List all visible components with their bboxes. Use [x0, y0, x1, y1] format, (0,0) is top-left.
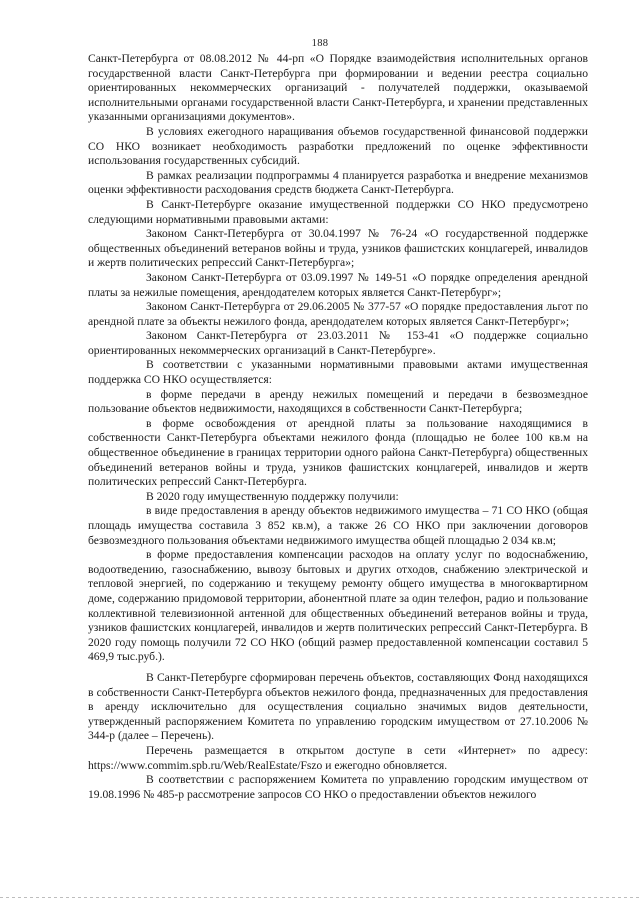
paragraph-11: в форме освобождения от арендной платы за пользование находящимися в собственности Санкт-Петербурга объектами нежилого фонда (площадью не более 100 кв.м на общественное объединение в границах территории одного района Санкт-Петербурга) общественных объединений ветеранов войны и труда, узников фашистских концлагерей, инвалидов и жертв политических репрессий Санкт-Петербурга.	[88, 416, 588, 489]
paragraph-8: Законом Санкт-Петербурга от 23.03.2011 № 153-41 «О поддержке социально ориентированных некоммерческих организаций в Санкт-Петербурге».	[88, 329, 588, 357]
paragraph-12: В 2020 году имущественную поддержку получили:	[146, 489, 399, 503]
paragraph-4: В Санкт-Петербурге оказание имущественной поддержки СО НКО предусмотрено следующими нормативными правовыми актами:	[88, 197, 588, 226]
paragraph-2: В условиях ежегодного наращивания объемов государственной финансовой поддержки СО НКО возникает необходимость разработки предложений по оценке эффективности использования государственных субсидий.	[88, 124, 588, 168]
paragraph-5: Законом Санкт-Петербурга от 30.04.1997 № 76-24 «О государственной поддержке общественных объединений ветеранов войны и труда, узников фашистских концлагерей, инвалидов и жертв политических репрессий Санкт-Петербурга»;	[88, 227, 588, 270]
paragraph-10: в форме передачи в аренду нежилых помещений и передачи в безвозмездное пользование объектов недвижимости, находящихся в собственности Санкт-Петербурга;	[88, 387, 588, 416]
paragraph-6: Законом Санкт-Петербурга от 03.09.1997 № 149-51 «О порядке определения арендной платы за нежилые помещения, арендодателем которых является Санкт-Петербург»;	[88, 270, 588, 299]
paragraph-13: в виде предоставления в аренду объектов недвижимого имущества – 71 СО НКО (общая площадь имущества составила 3 852 кв.м), а также 26 СО НКО при заключении договоров безвозмездного пользования объектами недвижимого имущества общей площадью 2 034 кв.м;	[88, 504, 588, 547]
document-body	[88, 52, 588, 802]
paragraph-7: Законом Санкт-Петербурга от 29.06.2005 № 377-57 «О порядке предоставления льгот по арендной плате за объекты нежилого фонда, арендодателем которых является Санкт-Петербург»;	[88, 300, 588, 328]
paragraph-15: В Санкт-Петербурге сформирован перечень объектов, составляющих Фонд находящихся в собственности Санкт-Петербурга объектов нежилого фонда, предназначенных для предоставления в аренду исключительно для осуществления социально значимых видов деятельности, утвержденный распоряжением Комитета по управлению городским имуществом от 27.10.2006 № 344-р (далее – Перечень).	[88, 670, 588, 743]
paragraph-3: В рамках реализации подпрограммы 4 планируется разработка и внедрение механизмов оценки эффективности расходования средств бюджета Санкт-Петербурга.	[88, 168, 588, 197]
paragraph-1: Санкт-Петербурга от 08.08.2012 № 44-рп «О Порядке взаимодействия исполнительных органов государственной власти Санкт-Петербурга при формировании и ведении реестра социально ориентированных некоммерческих организаций - получателей поддержки, оказываемой исполнительными органами государственной власти Санкт-Петербурга, и хранении представленных указанными организациями документов».	[88, 52, 588, 124]
paragraph-9: В соответствии с указанными нормативными правовыми актами имущественная поддержка СО НКО осуществляется:	[88, 358, 588, 387]
paragraph-17: В соответствии с распоряжением Комитета по управлению городским имуществом от 19.08.1996 № 485-р рассмотрение запросов СО НКО о предоставлении объектов нежилого	[88, 773, 588, 801]
paragraph-16: Перечень размещается в открытом доступе в сети «Интернет» по адресу: https://www.commim.spb.ru/Web/RealEstate/Fszo и ежегодно обновляется.	[88, 743, 588, 772]
page-number: 188	[311, 38, 329, 49]
scan-edge-line	[0, 897, 640, 898]
paragraph-14: в форме предоставления компенсации расходов на оплату услуг по водоснабжению, водоотведению, газоснабжению, вывозу бытовых и других отходов, снабжению электрической и тепловой энергией, по содержанию и текущему ремонту общего имущества в многоквартирном доме, содержанию придомовой территории, абонентной плате за один телефон, радио и пользование коллективной телевизионной антенной для общественных объединений ветеранов войны и труда, узников фашистских концлагерей, инвалидов и жертв политических репрессий Санкт-Петербурга. В 2020 году помощь получили 72 СО НКО (общий размер предоставленной компенсации составил 5 469,9 тыс.руб.).	[88, 548, 588, 664]
